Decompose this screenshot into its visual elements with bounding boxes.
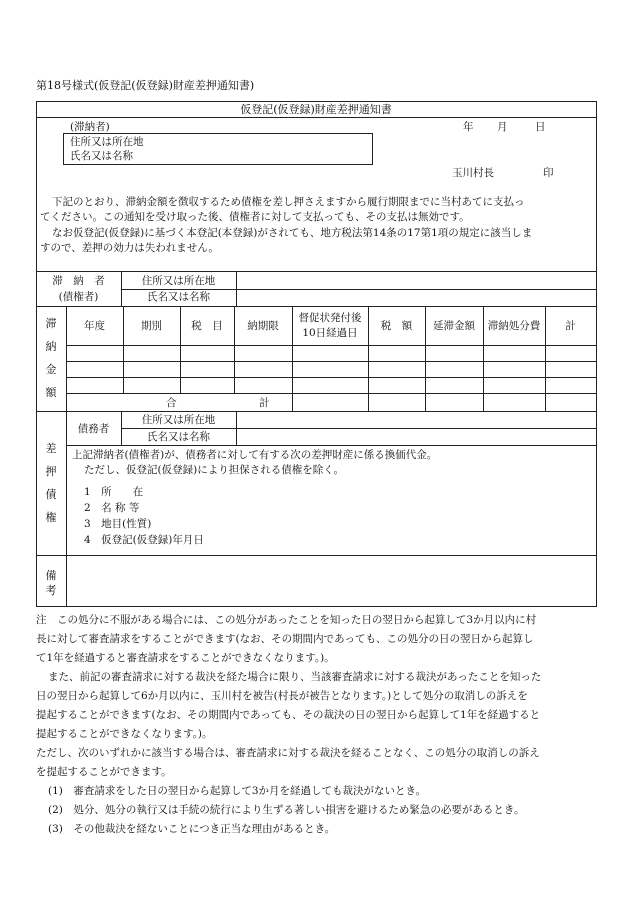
col-header-late-fee: 延滞金額 (433, 320, 475, 332)
note-line: また、前記の審査請求に対する裁決を経た場合に限り、当該審査請求に対する裁決があったことを知った (48, 671, 542, 683)
note-line: 提起することができます(なお、その期間内であっても、その裁決の日の翌日から起算して1年を経過すると (36, 709, 541, 721)
col-header-reminder: 督促状発付後 (298, 312, 362, 324)
intro-line: てください。この通知を受け取った後、債権者に対して支払っても、その支払は無効です。 (40, 211, 470, 223)
date-day: 日 (535, 121, 546, 133)
issuer-name: 玉川村長 (452, 167, 494, 179)
total-row-label: 計 (259, 397, 270, 409)
delinquent-label: 滞 納 者 (52, 275, 105, 287)
note-line: 長に対して審査請求をすることができます(なお、その期間内であっても、この処分の日の翌日から起算し (36, 633, 534, 645)
date-year: 年 (463, 121, 474, 133)
seized-item: 3 地目(性質) (84, 518, 152, 530)
note-line: ただし、次のいずれかに該当する場合は、審査請求に対する裁決を経ることなく、この処分の取消しの訴え (36, 747, 540, 759)
date-month: 月 (497, 121, 508, 133)
delinquent-name-label: 氏名又は名称 (147, 291, 210, 303)
col-header-year: 年度 (84, 320, 105, 332)
note-line: 注 この処分に不服がある場合には、この処分があったことを知った日の翌日から起算して3か月以内に村 (36, 614, 537, 626)
seized-section-label: 差 押 債 権 (45, 442, 57, 524)
seized-description: 上記滞納者(債権者)が、債務者に対して有する次の差押財産に係る換価代金。 (72, 449, 438, 461)
note-line: 日の翌日から起算して6か月以内に、玉川村を被告(村長が被告となります。)として処分の取消しの訴えを (36, 690, 528, 702)
note-line: て1年を経過すると審査請求をすることができなくなります。)。 (36, 652, 335, 664)
seized-exception: ただし、仮登記(仮登録)により担保される債権を除く。 (84, 464, 344, 476)
note-list-item: (1) 審査請求をした日の翌日から起算して3か月を経過しても裁決がないとき。 (48, 785, 427, 797)
intro-line: なお仮登記(仮登録)に基づく本登記(本登録)がされても、地方税法第14条の17第1項の規定に該当しま (52, 227, 533, 239)
col-header-reminder-sub: 10日経過日 (302, 327, 358, 339)
remarks-label: 備 考 (45, 569, 57, 597)
debtor-address-label: 住所又は所在地 (141, 414, 216, 426)
remarks-field[interactable] (67, 556, 595, 606)
debtor-label: 債務者 (77, 423, 110, 435)
delinquent-address-label: 住所又は所在地 (141, 275, 216, 287)
form-number: 第18号様式(仮登記(仮登録)財産差押通知書) (36, 79, 255, 92)
recipient-name-label: 氏名又は名称 (70, 150, 133, 162)
col-header-period: 期別 (141, 320, 162, 332)
recipient-address-label: 住所又は所在地 (70, 136, 144, 148)
debtor-address-field[interactable] (237, 412, 595, 427)
delinquent-name-field[interactable] (237, 290, 595, 305)
seized-item: 2 名 称 等 (84, 502, 140, 514)
seized-item: 1 所 在 (84, 486, 144, 498)
col-header-due-date: 納期限 (247, 320, 279, 332)
note-line: を提起することができます。 (36, 766, 172, 778)
delinquent-sublabel: (債権者) (58, 291, 99, 303)
intro-line: すので、差押の効力は失われません。 (40, 242, 219, 254)
intro-line: 下記のとおり、滞納金額を徴収するため債権を差し押さえますから履行期限までに当村あてに支払っ (52, 196, 525, 208)
delinquent-address-field[interactable] (237, 272, 595, 288)
recipient-label: (滞納者) (70, 121, 110, 133)
note-line: 提起することができなくなります。)。 (36, 728, 213, 740)
note-list-item: (3) その他裁決を経ないことにつき正当な理由があるとき。 (48, 823, 336, 835)
col-header-disposition-fee: 滞納処分費 (487, 320, 541, 332)
recipient-box (63, 133, 373, 165)
amount-section-label: 滞 納 金 額 (45, 317, 57, 399)
note-list-item: (2) 処分、処分の執行又は手続の続行により生ずる著しい損害を避けるため緊急の必要があるとき。 (48, 804, 525, 816)
seized-item: 4 仮登記(仮登録)年月日 (84, 534, 204, 546)
col-header-total: 計 (565, 320, 576, 332)
seal-mark: 印 (543, 167, 554, 179)
debtor-name-field[interactable] (237, 429, 595, 444)
debtor-name-label: 氏名又は名称 (147, 431, 210, 443)
col-header-tax-amount: 税 額 (380, 320, 413, 332)
total-row-label: 合 (166, 397, 177, 409)
col-header-tax-item: 税 目 (191, 320, 223, 332)
document-title: 仮登記(仮登録)財産差押通知書 (240, 103, 392, 116)
